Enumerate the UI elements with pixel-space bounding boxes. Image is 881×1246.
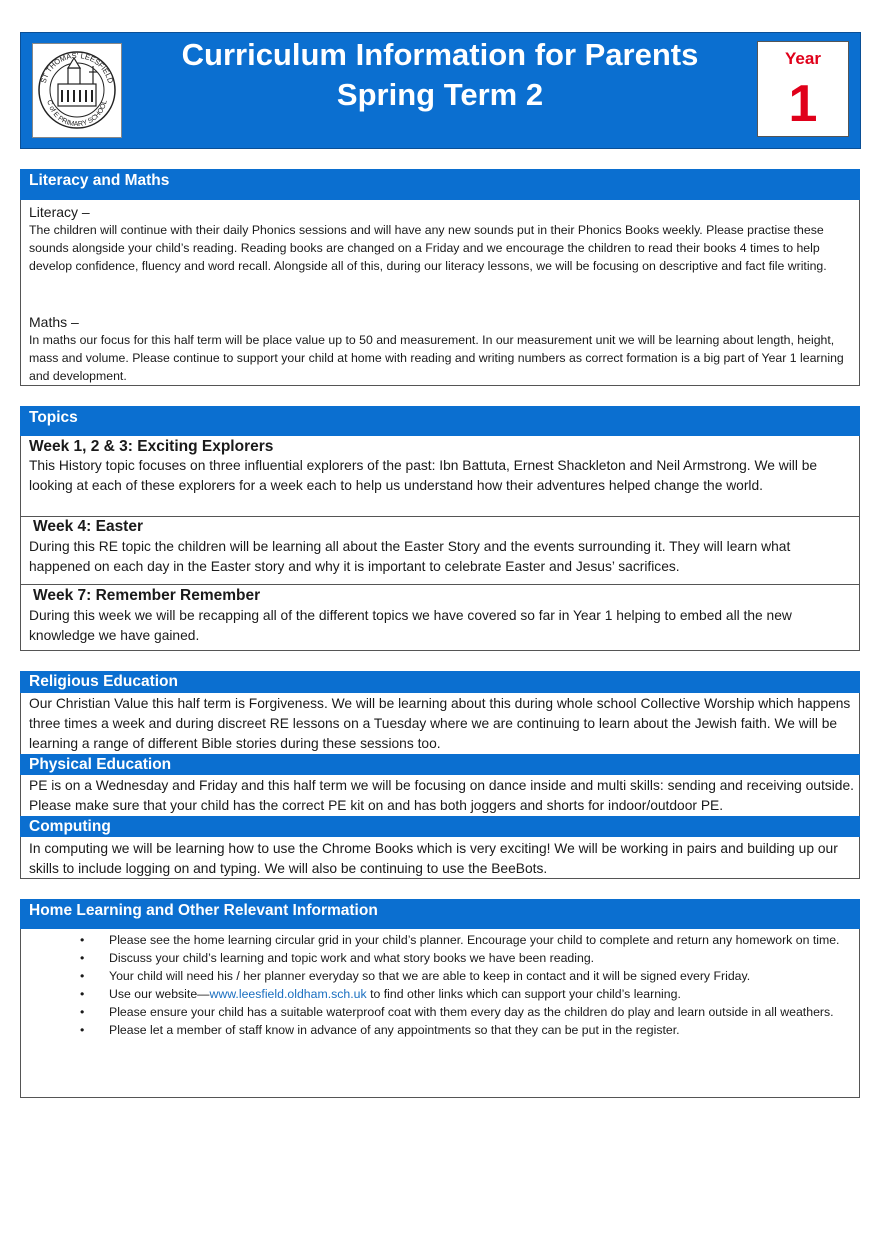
literacy-text: The children will continue with their daily Phonics sessions and will have any new sounds put in their Phonics Books weekly. Please practise these sounds alongside your child’s reading. Reading books are changed on a Friday and we encourage the children to read their books 4 times to help develop confidence, fluency and word recall. Alongside all of this, during our literacy lessons, we will be focusing on descriptive and fact file writing. (29, 223, 827, 273)
school-crest-icon (33, 44, 121, 137)
maths-subheading: Maths – (29, 314, 79, 330)
pe-text: PE is on a Wednesday and Friday and this half term we will be focusing on dance inside and multi skills: sending and receiving outside. Please make sure that your child has the correct PE kit on and has both joggers and shorts for indoor/outdoor PE. (29, 778, 854, 813)
year-number: 1 (788, 75, 818, 133)
bullet-icon: • (80, 987, 85, 1001)
bullet-icon: • (80, 1005, 85, 1019)
logo-text-top: ST THOMAS' LEESFIELD (38, 50, 116, 85)
topic-divider (20, 584, 860, 585)
computing-text: In computing we will be learning how to use the Chrome Books which is very exciting! We will be working in pairs and building up our skills to include logging on and typing. We will also be continuing to use the BeeBots. (29, 841, 838, 876)
year-box (757, 41, 849, 137)
pe-heading: Physical Education (20, 754, 860, 775)
list-item-text: Please ensure your child has a suitable waterproof coat with them every day as the children do play and learn outside in all weathers. (109, 1005, 834, 1019)
bullet-icon: • (80, 1023, 85, 1037)
topic-week-4-title: Week 4: Easter (33, 518, 143, 535)
topic-week-4-text: During this RE topic the children will be learning all about the Easter Story and the events surrounding it. They will learn what happened on each day in the Easter story and why it is important to celebrate Easter and Jesus’ sacrifices. (29, 539, 791, 574)
page-subtitle: Spring Term 2 (336, 77, 544, 112)
list-item-text: Please see the home learning circular grid in your child’s planner. Encourage your child to complete and return any homework on time. (109, 933, 840, 947)
bullet-icon: • (80, 933, 85, 947)
home-learning-heading: Home Learning and Other Relevant Information (20, 899, 860, 929)
home-learning-list-wrapper (20, 931, 852, 1039)
home-learning-list (20, 931, 852, 1039)
re-heading: Religious Education (20, 671, 860, 693)
logo-text-bottom: C of E PRIMARY SCHOOL (45, 99, 109, 129)
topic-week-1-3-text: This History topic focuses on three influential explorers of the past: Ibn Battuta, Ernest Shackleton and Neil Armstrong. We will be looking at each of these explorers for a week each to help us understand how their adventures helped change the world. (29, 458, 818, 493)
topics-heading: Topics (20, 406, 860, 436)
year-label: Year (785, 49, 821, 68)
page-title: Curriculum Information for Parents (181, 37, 699, 72)
list-item-text: Please let a member of staff know in advance of any appointments so that they can be put in the register. (109, 1023, 680, 1037)
website-link[interactable]: www.leesfield.oldham.sch.uk (209, 987, 367, 1001)
list-item-text: Your child will need his / her planner everyday so that we are able to keep in contact and it will be signed every Friday. (109, 969, 751, 983)
maths-text: In maths our focus for this half term will be place value up to 50 and measurement. In our measurement unit we will be learning about length, height, mass and volume. Please continue to support your child at home with reading and writing numbers as correct formation is a big part of Year 1 learning and development. (29, 333, 844, 383)
bullet-icon: • (80, 951, 85, 965)
bullet-icon: • (80, 969, 85, 983)
topic-week-1-3-title: Week 1, 2 & 3: Exciting Explorers (29, 438, 274, 455)
website-suffix: to find other links which can support your child’s learning. (366, 987, 681, 1001)
list-item (20, 1021, 852, 1039)
list-item (20, 949, 852, 967)
literacy-maths-heading: Literacy and Maths (20, 169, 860, 200)
list-item (20, 1003, 852, 1021)
computing-heading: Computing (20, 816, 860, 837)
topic-week-7-text: During this week we will be recapping all of the different topics we have covered so far in Year 1 helping to embed all the new knowledge we have gained. (29, 608, 792, 643)
list-item (20, 967, 852, 985)
website-prefix: Use our website— (109, 987, 210, 1001)
school-logo (32, 43, 122, 138)
topic-divider (20, 516, 860, 517)
list-item (20, 931, 852, 949)
topic-week-7-title: Week 7: Remember Remember (33, 587, 261, 604)
list-item (20, 985, 852, 1003)
list-item-text: Discuss your child’s learning and topic work and what story books we have been reading. (109, 951, 595, 965)
literacy-subheading: Literacy – (29, 204, 90, 220)
re-text: Our Christian Value this half term is Forgiveness. We will be learning about this during whole school Collective Worship which happens three times a week and during discreet RE lessons on a Tuesday where we are continuing to learn about the Jewish faith. We will be learning a range of different Bible stories during these sessions too. (29, 696, 851, 751)
